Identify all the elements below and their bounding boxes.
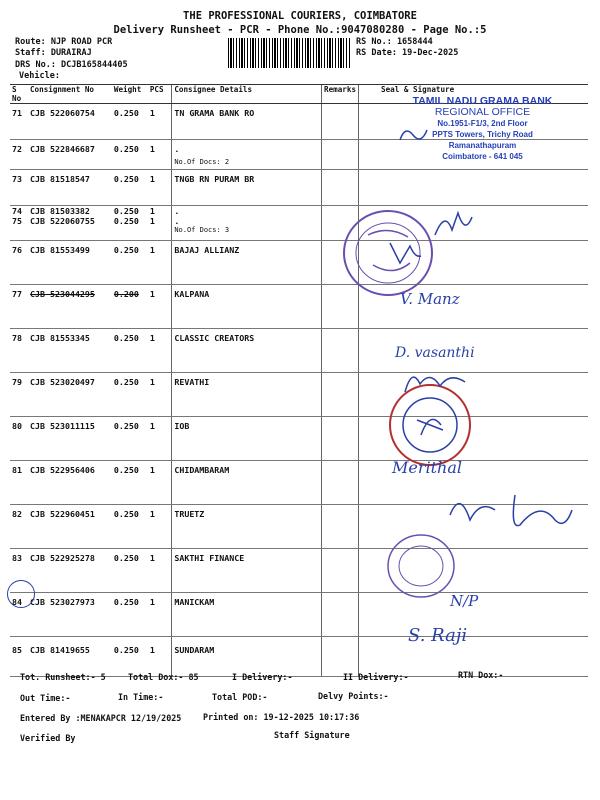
header-pcs: PCS — [148, 85, 172, 104]
table-row: 85 CJB 81419655 0.250 1 SUNDARAM — [10, 636, 588, 676]
table-row: 78 CJB 81553345 0.250 1 CLASSIC CREATORS — [10, 328, 588, 372]
finance-seal-stamp — [385, 532, 460, 602]
runsheet-table — [10, 84, 588, 677]
signature-scribble — [400, 362, 470, 397]
handwritten-signature: Merithal — [392, 458, 463, 477]
drs-number: DRS No.: DCJB165844405 — [15, 60, 128, 70]
verified-by: Verified By — [20, 733, 76, 743]
route: Route: NJP ROAD PCR — [15, 37, 113, 47]
handwritten-signature: N/P — [450, 592, 479, 610]
signature-scribble — [395, 120, 435, 150]
signature-scribble — [385, 238, 425, 268]
header-consignee: Consignee Details — [172, 85, 322, 104]
staff-signature: Staff Signature — [274, 730, 350, 740]
rtn-dox: RTN Dox:- — [458, 670, 504, 680]
handwritten-signature: V. Manz — [400, 290, 460, 308]
table-row: 71 CJB 522060754 0.250 1 TN GRAMA BANK RO — [10, 104, 588, 140]
total-pod: Total POD:- — [212, 692, 268, 702]
entered-by: Entered By :MENAKAPCR 12/19/2025 — [20, 713, 182, 723]
docs-count: No.Of Docs: 2 — [174, 158, 230, 166]
table-row: 77 CJB 523044295 0.200 1 KALPANA — [10, 284, 588, 328]
table-row: 74 CJB 81503382 0.250 1 . — [10, 206, 588, 217]
printed-on: Printed on: 19-12-2025 10:17:36 — [203, 712, 360, 722]
runsheet-subtitle: Delivery Runsheet - PCR - Phone No.:9047080280 - Page No.:5 — [113, 24, 487, 36]
delivery-points: Delvy Points:- — [318, 691, 389, 701]
ii-delivery: II Delivery:- — [343, 672, 409, 682]
vehicle: Vehicle: — [19, 71, 60, 81]
table-row: 72 CJB 522846687 0.250 1 . No.Of Docs: 2 — [10, 140, 588, 170]
docs-count: No.Of Docs: 3 — [174, 226, 230, 234]
total-runsheet: Tot. Runsheet:- 5 — [20, 672, 106, 682]
bank-stamp: TAMIL NADU GRAMA BANK REGIONAL OFFICE No.1951-F1/3, 2nd Floor PPTS Towers, Trichy Road Ramanathapuram Coimbatore - 641 045 — [412, 95, 553, 161]
rs-date: RS Date: 19-Dec-2025 — [356, 48, 459, 58]
barcode — [228, 38, 350, 68]
total-dox: Total Dox:- 85 — [128, 672, 199, 682]
table-row: 75 CJB 522060755 0.250 1 . No.Of Docs: 3 — [10, 216, 588, 240]
table-row: 81 CJB 522956406 0.250 1 CHIDAMBARAM — [10, 460, 588, 504]
table-row: 73 CJB 81518547 0.250 1 TNGB RN PURAM BR — [10, 170, 588, 206]
header-remarks: Remarks — [322, 85, 359, 104]
signature-scribble — [430, 205, 475, 245]
signature-scribble — [440, 490, 580, 535]
i-delivery: I Delivery:- — [232, 672, 293, 682]
header-sno: S No — [10, 85, 28, 104]
company-title: THE PROFESSIONAL COURIERS, COIMBATORE — [183, 10, 417, 22]
row-84-circle-mark — [7, 580, 35, 608]
table-row: 83 CJB 522925278 0.250 1 SAKTHI FINANCE — [10, 548, 588, 592]
header-consignment: Consignment No — [28, 85, 112, 104]
handwritten-signature: S. Raji — [408, 625, 468, 646]
header-weight: Weight — [112, 85, 148, 104]
rs-number: RS No.: 1658444 — [356, 37, 433, 47]
table-row: 82 CJB 522960451 0.250 1 TRUETZ — [10, 504, 588, 548]
staff: Staff: DURAIRAJ — [15, 48, 92, 58]
table-row: 76 CJB 81553499 0.250 1 BAJAJ ALLIANZ — [10, 240, 588, 284]
handwritten-signature: D. vasanthi — [395, 345, 475, 361]
table-row: 79 CJB 523020497 0.250 1 REVATHI — [10, 372, 588, 416]
header-seal: Seal & Signature — [359, 85, 588, 104]
in-time: In Time:- — [118, 692, 164, 702]
out-time: Out Time:- — [20, 693, 71, 703]
table-row: 84 CJB 523027973 0.250 1 MANICKAM — [10, 592, 588, 636]
table-row: 80 CJB 523011115 0.250 1 IOB — [10, 416, 588, 460]
